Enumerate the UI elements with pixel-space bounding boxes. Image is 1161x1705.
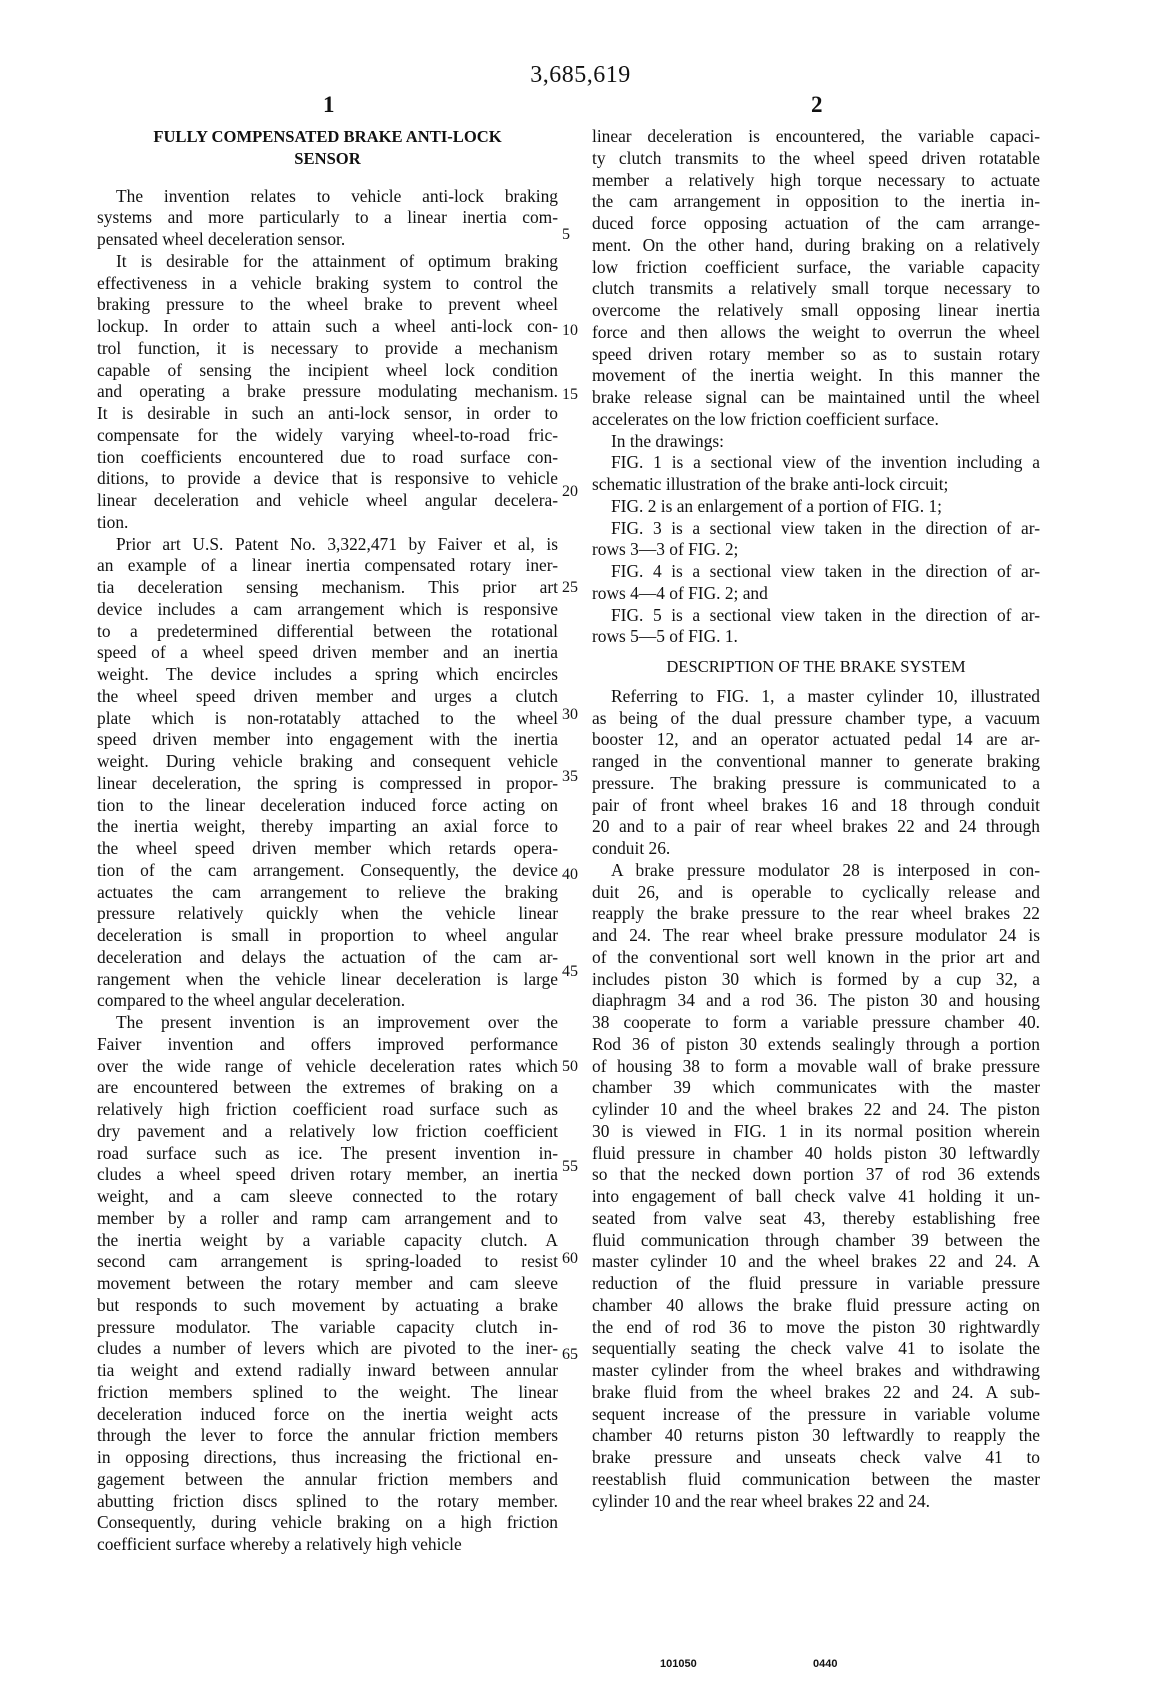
paragraph-line: deceleration is small in proportion to wheel angular [97,925,558,945]
paragraph-line: are encountered between the extremes of braking on a [97,1077,558,1098]
paragraph-line: dry pavement and a relatively low friction coefficient [97,1120,558,1141]
paragraph-line: It is desirable for the attainment of optimum braking [116,250,558,271]
paragraph-line: pressure modulator. The variable capacity clutch in- [97,1316,558,1337]
paragraph-line: member by a roller and ramp cam arrangement and to [97,1207,558,1228]
paragraph-line: gagement between the annular friction members and [97,1468,558,1489]
paragraph-line: Referring to FIG. 1, a master cylinder 10, illustrated [611,685,1040,706]
paragraph-line: schematic illustration of the brake anti-lock circuit; [592,474,949,494]
paragraph-line: sequentially seating the check valve 41 to isolate the [592,1338,1040,1359]
paragraph-line: low friction coefficient surface, the variable capacity [592,256,1040,277]
paragraph-line: FIG. 3 is a sectional view taken in the direction of ar- [611,517,1040,538]
paragraph-line: Faiver invention and offers improved performance [97,1033,558,1054]
paragraph-line: so that the necked down portion 37 of rod 36 extends [592,1164,1040,1185]
paragraph-line: seated from valve seat 43, thereby establishing free [592,1207,1040,1228]
footer-code-right: 0440 [813,1658,838,1670]
paragraph-line: The invention relates to vehicle anti-lock braking [116,185,558,206]
paragraph-line: through the lever to force the annular friction members [97,1425,558,1446]
right-column [592,126,1040,1512]
paragraph-line: ditions, to provide a device that is responsive to vehicle [97,468,558,489]
paragraph-line: the wheel speed driven member and urges a clutch [97,685,558,706]
document-title [97,126,558,170]
paragraph-line: movement between the rotary member and cam sleeve [97,1273,558,1293]
paragraph-line: tion of the cam arrangement. Consequently, the device [97,859,558,880]
paragraph-line: cludes a wheel speed driven rotary member, an inertia [97,1164,558,1185]
paragraph-line: includes piston 30 which is formed by a cup 32, a [592,968,1040,989]
paragraph-line: compared to the wheel angular deceleration. [97,990,406,1011]
paragraph-line: fluid pressure in chamber 40 holds piston 30 leftwardly [592,1142,1040,1163]
paragraph-line: duit 26, and is operable to cyclically release and [592,881,1040,902]
paragraph-line: pair of front wheel brakes 16 and 18 through conduit [592,794,1040,815]
paragraph-line: weight. During vehicle braking and consequent vehicle [97,751,558,771]
paragraph-line: brake release signal can be maintained until the wheel [592,387,1040,407]
paragraph-line: linear deceleration and vehicle wheel angular decelera- [97,490,558,510]
drawings-intro: In the drawings: [611,430,725,451]
paragraph-line: overcome the relatively small opposing linear inertia [592,300,1040,320]
paragraph-line: second cam arrangement is spring-loaded to resist [97,1251,558,1272]
paragraph [97,534,558,1013]
paragraph-line: weight, and a cam sleeve connected to the rotary [97,1186,558,1206]
paragraph-line: plate which is non-rotatably attached to the wheel [97,707,558,728]
paragraph-line: ment. On the other hand, during braking on a relatively [592,234,1040,255]
paragraph-line: 30 is viewed in FIG. 1 in its normal position wherein [592,1120,1040,1141]
line-number: 25 [562,579,578,596]
paragraph-line: friction members splined to the weight. The linear [97,1381,558,1402]
paragraph-line: an example of a linear inertia compensated rotary iner- [97,555,558,576]
line-number: 20 [562,483,578,500]
paragraph-line: deceleration induced force on the inertia weight acts [97,1403,558,1424]
paragraph-line: pressure relatively quickly when the vehicle linear [97,903,558,924]
paragraph-line: tia weight and extend radially inward between annular [97,1360,558,1380]
spacer [97,178,558,186]
line-number: 60 [562,1250,578,1267]
paragraph-line: chamber 40 allows the brake fluid pressure acting on [592,1294,1040,1315]
paragraph-line: coefficient surface whereby a relatively high vehicle [97,1534,462,1554]
paragraph-line: as being of the dual pressure chamber type, a vacuum [592,707,1040,728]
paragraph [97,251,558,534]
paragraph-line: braking pressure to the wheel brake to prevent wheel [97,294,558,315]
paragraph [592,452,1040,496]
line-number: 30 [562,706,578,723]
paragraph-line: speed of a wheel speed driven member and an inertia [97,642,558,663]
paragraph-line: and operating a brake pressure modulating mechanism. [97,381,558,402]
paragraph-line: pensated wheel deceleration sensor. [97,229,346,249]
paragraph-line: linear deceleration is encountered, the variable capaci- [592,126,1040,146]
paragraph-line: pressure. The braking pressure is communicated to a [592,772,1040,793]
line-number: 40 [562,866,578,883]
paragraph-line: relatively high friction coefficient road surface such as [97,1099,558,1119]
paragraph-line: the wheel speed driven member which retards opera- [97,838,558,858]
paragraph-line: A brake pressure modulator 28 is interposed in con- [611,859,1040,880]
paragraph-line: device includes a cam arrangement which is responsive [97,598,558,619]
paragraph-line: lockup. In order to attain such a wheel anti-lock con- [97,316,558,336]
paragraph-line: chamber 40 returns piston 30 leftwardly to reapply the [592,1425,1040,1446]
paragraph-line: force and then allows the weight to overrun the wheel [592,321,1040,342]
paragraph-line: master cylinder from the wheel brakes and withdrawing [592,1360,1040,1380]
paragraph-line: rangement when the vehicle linear deceleration is large [97,968,558,989]
paragraph-line: over the wide range of vehicle deceleration rates which [97,1055,558,1076]
paragraph-line: ty clutch transmits to the wheel speed driven rotatable [592,147,1040,168]
paragraph-line: brake fluid from the wheel brakes 22 and 24. A sub- [592,1381,1040,1402]
paragraph-line: the end of rod 36 to move the piston 30 rightwardly [592,1316,1040,1337]
paragraph-line: 20 and to a pair of rear wheel brakes 22 and 24 through [592,816,1040,837]
paragraph-line: diaphragm 34 and a rod 36. The piston 30 and housing [592,990,1040,1011]
spacer [592,678,1040,686]
paragraph-line: Consequently, during vehicle braking on a high friction [97,1512,558,1533]
paragraph-line: fluid communication through chamber 39 between the [592,1229,1040,1250]
paragraph-line: but responds to such movement by actuating a brake [97,1294,558,1315]
paragraph-line: FIG. 1 is a sectional view of the invention including a [611,452,1040,473]
paragraph-line: cludes a number of levers which are pivoted to the iner- [97,1338,558,1359]
paragraph-line: in opposing directions, thus increasing the frictional en- [97,1447,558,1467]
paragraph [592,686,1040,860]
paragraph-line: movement of the inertia weight. In this manner the [592,365,1040,386]
paragraph-line: The present invention is an improvement over the [116,1012,558,1032]
paragraph-line: speed driven member into engagement with the inertia [97,729,558,750]
line-number: 45 [562,963,578,980]
paragraph-line: tion coefficients encountered due to road surface con- [97,446,558,467]
paragraph-line: sequent increase of the pressure in variable volume [592,1403,1040,1424]
paragraph-line: into engagement of ball check valve 41 holding it un- [592,1186,1040,1206]
line-number: 50 [562,1058,578,1075]
line-number: 35 [562,768,578,785]
paragraph-line: cylinder 10 and the wheel brakes 22 and 24. The piston [592,1099,1040,1119]
paragraph-line: road surface such as ice. The present invention in- [97,1142,558,1163]
paragraph-line: brake pressure and unseats check valve 41 to [592,1447,1040,1467]
paragraph-line: effectiveness in a vehicle braking system to control the [97,272,558,293]
column-number-right: 2 [811,92,823,117]
paragraph [97,1012,558,1556]
paragraph-line: booster 12, and an operator actuated pedal 14 are ar- [592,729,1040,750]
patent-number: 3,685,619 [530,62,631,88]
line-number: 5 [562,226,570,243]
paragraph-line: conduit 26. [592,838,671,858]
paragraph-line: deceleration and delays the actuation of the cam ar- [97,946,558,967]
spacer [592,648,1040,656]
paragraph-line: tion to the linear deceleration induced force acting on [97,794,558,815]
paragraph-line: trol function, it is necessary to provide a mechanism [97,337,558,358]
paragraph-line: the cam arrangement in opposition to the inertia in- [592,191,1040,212]
paragraph [97,186,558,251]
paragraph-line: 38 cooperate to form a variable pressure chamber 40. [592,1012,1040,1032]
paragraph-line: rows 4—4 of FIG. 2; and [592,582,768,603]
paragraph-line: weight. The device includes a spring which encircles [97,664,558,684]
paragraph-line: Prior art U.S. Patent No. 3,322,471 by Faiver et al, is [116,533,558,554]
paragraph-line: clutch transmits a relatively small torque necessary to [592,278,1040,299]
paragraph-line: It is desirable in such an anti-lock sensor, in order to [97,403,558,423]
line-number: 10 [562,322,578,339]
line-number: 55 [562,1158,578,1175]
paragraph-line: member a relatively high torque necessary to actuate [592,169,1040,190]
paragraph [592,605,1040,649]
paragraph-line: the inertia weight by a variable capacity clutch. A [97,1229,558,1250]
paragraph-line: to a predetermined differential between the rotational [97,620,558,641]
paragraph-line: of the conventional sort well known in the prior art and [592,946,1040,967]
paragraph-line: FIG. 2 is an enlargement of a portion of FIG. 1; [611,495,943,516]
paragraph-line: abutting friction discs splined to the rotary member. [97,1490,558,1511]
paragraph-line: duced force opposing actuation of the cam arrange- [592,213,1040,233]
paragraph-line: linear deceleration, the spring is compressed in propor- [97,772,558,793]
paragraph [592,496,1040,518]
paragraph-line: FIG. 4 is a sectional view taken in the direction of ar- [611,561,1040,581]
paragraph [592,126,1040,431]
footer-code-left: 101050 [660,1658,697,1670]
paragraph-line: reestablish fluid communication between the master [592,1468,1040,1489]
title-line: SENSOR [294,148,361,168]
paragraph-line: speed driven rotary member so as to sustain rotary [592,343,1040,364]
paragraph [592,860,1040,1513]
paragraph-line: FIG. 5 is a sectional view taken in the direction of ar- [611,604,1040,625]
line-number: 65 [562,1346,578,1363]
paragraph-line: ranged in the conventional manner to generate braking [592,751,1040,771]
paragraph-line: compensate for the widely varying wheel-to-road fric- [97,424,558,445]
paragraph-line: capable of sensing the incipient wheel lock condition [97,359,558,380]
paragraph-line: systems and more particularly to a linear inertia com- [97,207,558,228]
paragraph-line: of housing 38 to form a movable wall of brake pressure [592,1055,1040,1076]
paragraph-line: cylinder 10 and the rear wheel brakes 22 and 24. [592,1490,931,1511]
paragraph-line: tia deceleration sensing mechanism. This prior art [97,577,558,597]
paragraph-line: chamber 39 which communicates with the master [592,1077,1040,1098]
title-line: FULLY COMPENSATED BRAKE ANTI-LOCK [153,127,502,146]
column-number-left: 1 [323,92,335,117]
paragraph-line: accelerates on the low friction coefficient surface. [592,408,939,429]
paragraph-line: the inertia weight, thereby imparting an axial force to [97,816,558,837]
paragraph-line: actuates the cam arrangement to relieve the braking [97,881,558,902]
paragraph-line: master cylinder 10 and the wheel brakes 22 and 24. A [592,1251,1040,1272]
paragraph-line: and 24. The rear wheel brake pressure modulator 24 is [592,925,1040,945]
paragraph-line: rows 3—3 of FIG. 2; [592,539,739,560]
paragraph-line: Rod 36 of piston 30 extends sealingly through a portion [592,1033,1040,1054]
paragraph-line: rows 5—5 of FIG. 1. [592,626,738,647]
left-column [97,126,558,1556]
line-number: 15 [562,386,578,403]
section-heading: DESCRIPTION OF THE BRAKE SYSTEM [666,657,966,676]
paragraph [592,518,1040,562]
paragraph [592,561,1040,605]
paragraph-line: reduction of the fluid pressure in variable pressure [592,1273,1040,1293]
paragraph-line: reapply the brake pressure to the rear wheel brakes 22 [592,903,1040,924]
paragraph-line: tion. [97,511,129,532]
spacer [97,170,558,178]
